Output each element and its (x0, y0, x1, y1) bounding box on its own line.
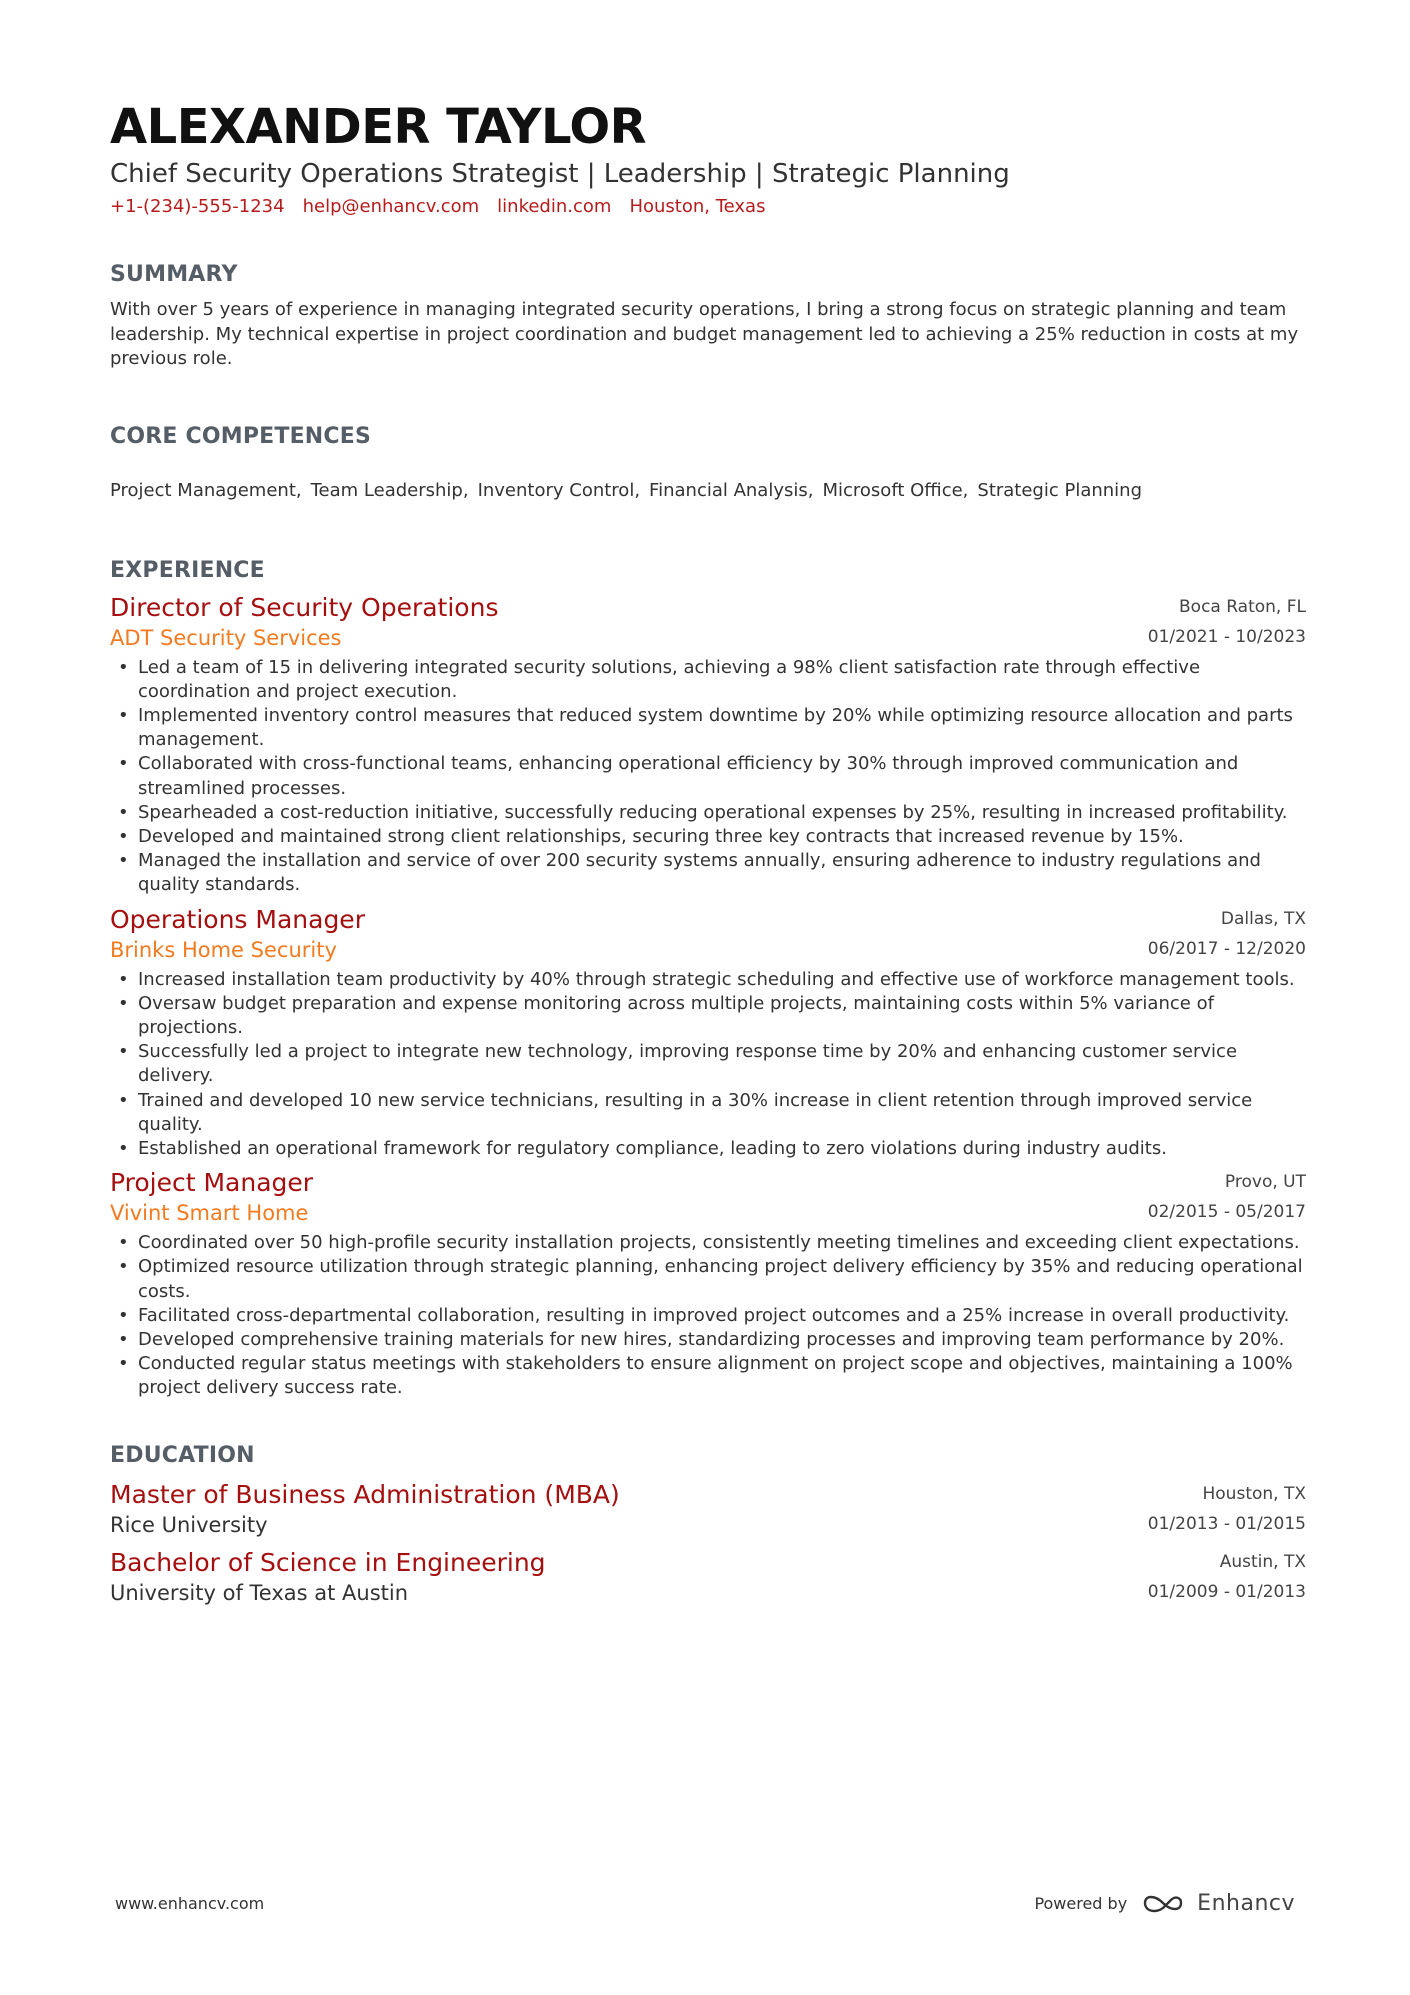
competence-item: Microsoft Office, (822, 479, 969, 501)
section-title-experience: EXPERIENCE (110, 557, 265, 583)
job-location: Dallas, TX (1220, 908, 1306, 929)
job-dates: 01/2021 - 10/2023 (1147, 626, 1306, 647)
job-company: Brinks Home Security (110, 937, 337, 962)
competence-item: Project Management, (110, 479, 302, 501)
job-entry (110, 592, 1306, 898)
job-title: Director of Security Operations (110, 592, 499, 622)
job-company: Vivint Smart Home (110, 1201, 309, 1226)
job-bullet: • Facilitated cross-departmental collaboration, resulting in improved project outcomes and a 25% increase in overall productivity. (110, 1304, 1306, 1328)
job-entry (110, 904, 1306, 1162)
job-bullet: • Managed the installation and service of over 200 security systems annually, ensuring adherence to industry regulations and quality standards. (110, 849, 1306, 897)
job-bullets (110, 968, 1306, 1162)
job-header (110, 592, 1306, 652)
job-meta (1148, 1167, 1306, 1227)
job-location: Provo, UT (1224, 1172, 1306, 1193)
education-degree: Master of Business Administration (MBA) (110, 1479, 620, 1509)
job-bullet: • Trained and developed 10 new service technicians, resulting in a 30% increase in client retention through improved service quality. (110, 1089, 1306, 1137)
job-bullet: • Successfully led a project to integrate new technology, improving response time by 20% and enhancing customer service delivery. (110, 1040, 1306, 1088)
competences-section (110, 422, 1306, 504)
page-footer (115, 1890, 1295, 1916)
contact-email[interactable]: help@enhancv.com (302, 196, 480, 217)
competence-item: Strategic Planning (977, 479, 1143, 501)
competence-list (110, 478, 1306, 504)
section-title-education: EDUCATION (110, 1442, 255, 1468)
footer-url[interactable]: www.enhancv.com (115, 1893, 265, 1913)
education-school: University of Texas at Austin (110, 1580, 409, 1605)
education-header (110, 1479, 1306, 1539)
education-degree: Bachelor of Science in Engineering (110, 1547, 546, 1577)
candidate-name: ALEXANDER TAYLOR (110, 99, 647, 155)
enhancv-logo-icon (1141, 1890, 1189, 1916)
job-bullets (110, 1231, 1306, 1400)
job-title: Operations Manager (110, 904, 365, 934)
competence-item: Team Leadership, (310, 479, 469, 501)
competence-item: Inventory Control, (477, 479, 641, 501)
job-bullet: • Collaborated with cross-functional teams, enhancing operational efficiency by 30% through improved communication and streamlined processes. (110, 752, 1306, 800)
job-bullets (110, 656, 1306, 898)
education-header (110, 1547, 1306, 1607)
job-bullet: • Established an operational framework for regulatory compliance, leading to zero violations during industry audits. (110, 1137, 1306, 1161)
job-meta (1148, 904, 1306, 964)
job-bullet: • Optimized resource utilization through strategic planning, enhancing project delivery efficiency by 35% and reducing operational costs. (110, 1255, 1306, 1303)
contact-phone[interactable]: +1-(234)-555-1234 (110, 196, 285, 217)
job-location: Boca Raton, FL (1179, 596, 1306, 617)
job-title: Project Manager (110, 1168, 314, 1198)
job-bullet: • Implemented inventory control measures that reduced system downtime by 20% while optimizing resource allocation and parts management. (110, 704, 1306, 752)
section-title-competences: CORE COMPETENCES (110, 423, 372, 449)
job-bullet: • Developed and maintained strong client relationships, securing three key contracts that increased revenue by 15%. (110, 825, 1306, 849)
competence-item: Financial Analysis, (649, 479, 814, 501)
resume-page (110, 98, 1306, 1607)
education-dates: 01/2009 - 01/2013 (1147, 1581, 1306, 1602)
education-meta (1148, 1547, 1306, 1607)
powered-by[interactable] (1034, 1890, 1295, 1916)
job-dates: 06/2017 - 12/2020 (1147, 938, 1306, 959)
powered-by-label: Powered by (1034, 1893, 1128, 1913)
education-entry (110, 1547, 1306, 1607)
job-bullet: • Spearheaded a cost-reduction initiative, successfully reducing operational expenses by 25%, resulting in increased profitability. (110, 801, 1306, 825)
job-dates: 02/2015 - 05/2017 (1147, 1202, 1306, 1223)
summary-section (110, 260, 1306, 372)
education-meta (1148, 1479, 1306, 1539)
section-title-summary: SUMMARY (110, 262, 238, 287)
education-location: Austin, TX (1219, 1551, 1306, 1572)
education-dates: 01/2013 - 01/2015 (1147, 1513, 1306, 1534)
candidate-headline: Chief Security Operations Strategist | Leadership | Strategic Planning (110, 159, 1010, 189)
job-bullet: • Conducted regular status meetings with stakeholders to ensure alignment on project scope and objectives, maintaining a 100% project delivery success rate. (110, 1352, 1306, 1400)
job-header (110, 904, 1306, 964)
contact-bar (110, 194, 1306, 220)
job-bullet: • Oversaw budget preparation and expense monitoring across multiple projects, maintaining costs within 5% variance of projections. (110, 992, 1306, 1040)
summary-text: With over 5 years of experience in managing integrated security operations, I bring a strong focus on strategic planning and team leadership. My technical expertise in project coordination and budget management led to achieving a 25% reduction in costs at my previous role. (110, 299, 1299, 369)
job-header (110, 1167, 1306, 1227)
contact-location: Houston, Texas (629, 196, 766, 217)
education-location: Houston, TX (1202, 1483, 1306, 1504)
education-section (110, 1441, 1306, 1607)
job-entry (110, 1167, 1306, 1400)
education-school: Rice University (110, 1512, 268, 1537)
experience-section (110, 556, 1306, 1401)
job-bullet: • Increased installation team productivity by 40% through strategic scheduling and effective use of workforce management tools. (110, 968, 1306, 992)
job-bullet: • Coordinated over 50 high-profile security installation projects, consistently meeting timelines and exceeding client expectations. (110, 1231, 1306, 1255)
enhancv-brand-name: Enhancv (1197, 1890, 1295, 1916)
contact-linkedin[interactable]: linkedin.com (497, 196, 612, 217)
enhancv-brand[interactable] (1141, 1890, 1295, 1916)
education-entry (110, 1479, 1306, 1539)
job-bullet: • Led a team of 15 in delivering integrated security solutions, achieving a 98% client satisfaction rate through effective coordination and project execution. (110, 656, 1306, 704)
job-bullet: • Developed comprehensive training materials for new hires, standardizing processes and improving team performance by 20%. (110, 1328, 1306, 1352)
job-company: ADT Security Services (110, 625, 342, 650)
job-meta (1148, 592, 1306, 652)
